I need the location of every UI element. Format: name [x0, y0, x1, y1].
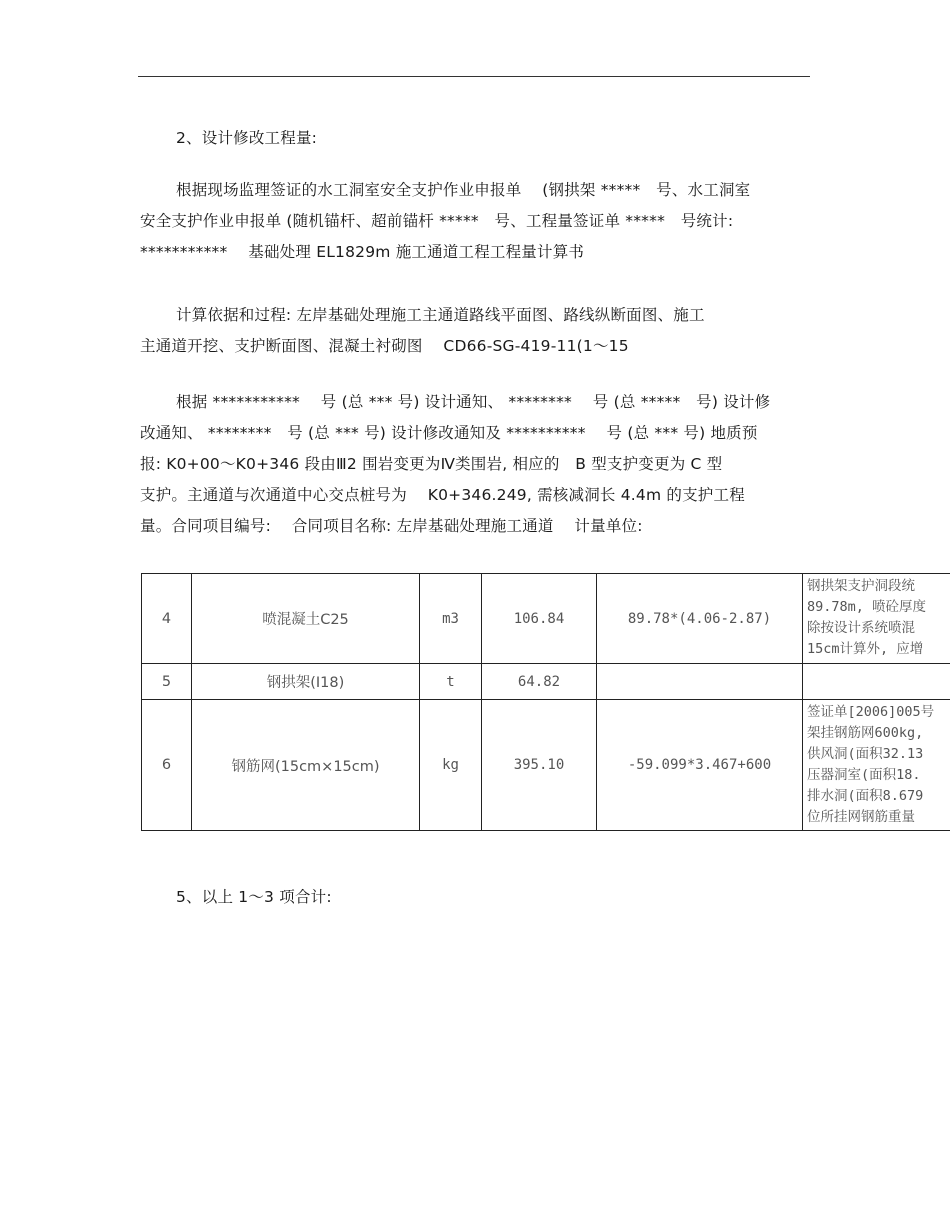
cell-item: 钢拱架(Ⅰ18) — [192, 664, 420, 700]
remark-line: 钢拱架支护洞段统 — [807, 578, 915, 594]
remark-line: 架挂钢筋网600kg, — [807, 725, 924, 741]
header-rule — [138, 76, 810, 77]
paragraph-line: 支护。主通道与次通道中心交点桩号为 K0+346.249, 需核减洞长 4.4m 的支护工程 — [140, 486, 745, 504]
footer-item: 5、以上 1～3 项合计: — [176, 888, 332, 906]
cell-formula — [597, 664, 803, 700]
cell-formula: 89.78*(4.06-2.87) — [597, 574, 803, 664]
remark-line: 供风洞(面积32.13 — [807, 746, 924, 762]
cell-unit: kg — [420, 700, 482, 831]
cell-quantity: 395.10 — [482, 700, 597, 831]
paragraph-line: 主通道开挖、支护断面图、混凝土衬砌图 CD66-SG-419-11(1～15 — [140, 337, 629, 355]
cell-remark — [803, 574, 950, 664]
table-row — [142, 664, 950, 700]
remark-line: 排水洞(面积8.679 — [807, 788, 924, 804]
cell-unit: t — [420, 664, 482, 700]
cell-remark — [803, 700, 950, 831]
section-title: 2、设计修改工程量: — [176, 129, 318, 147]
remark-line: 签证单[2006]005号 — [807, 704, 935, 720]
paragraph-line: 根据 *********** 号 (总 *** 号) 设计通知、 ******** 号 (总 ***** 号) 设计修 — [176, 393, 771, 411]
paragraph-2 — [140, 300, 808, 362]
table-row — [142, 700, 950, 831]
cell-item: 钢筋网(15cm×15cm) — [192, 700, 420, 831]
paragraph-line: 报: K0+00～K0+346 段由Ⅲ2 围岩变更为Ⅳ类围岩, 相应的 B 型支护变更为 C 型 — [140, 455, 723, 473]
paragraph-line: *********** 基础处理 EL1829m 施工通道工程工程量计算书 — [140, 243, 585, 261]
remark-line: 压器洞室(面积18. — [807, 767, 921, 783]
paragraph-3 — [140, 387, 808, 542]
paragraph-1 — [140, 175, 808, 268]
remark-line: 位所挂网钢筋重量 — [807, 809, 915, 825]
table-row — [142, 574, 950, 664]
cell-no: 5 — [142, 664, 192, 700]
remark-line: 除按设计系统喷混 — [807, 620, 915, 636]
paragraph-line: 量。合同项目编号: 合同项目名称: 左岸基础处理施工通道 计量单位: — [140, 517, 643, 535]
cell-unit: m3 — [420, 574, 482, 664]
cell-formula: -59.099*3.467+600 — [597, 700, 803, 831]
cell-quantity: 64.82 — [482, 664, 597, 700]
cell-remark — [803, 664, 950, 700]
paragraph-line: 改通知、 ******** 号 (总 *** 号) 设计修改通知及 ********** 号 (总 *** 号) 地质预 — [140, 424, 758, 442]
remark-line: 89.78m, 喷砼厚度 — [807, 599, 927, 615]
cell-item: 喷混凝土C25 — [192, 574, 420, 664]
cell-no: 4 — [142, 574, 192, 664]
cell-no: 6 — [142, 700, 192, 831]
remark-line: 15cm计算外, 应增 — [807, 641, 924, 657]
paragraph-line: 计算依据和过程: 左岸基础处理施工主通道路线平面图、路线纵断面图、施工 — [176, 306, 705, 324]
quantity-table — [141, 573, 950, 831]
quantity-table-image — [141, 573, 950, 831]
cell-quantity: 106.84 — [482, 574, 597, 664]
paragraph-line: 安全支护作业申报单 (随机锚杆、超前锚杆 ***** 号、工程量签证单 ***** 号统计: — [140, 212, 734, 230]
paragraph-line: 根据现场监理签证的水工洞室安全支护作业申报单 (钢拱架 ***** 号、水工洞室 — [176, 181, 751, 199]
